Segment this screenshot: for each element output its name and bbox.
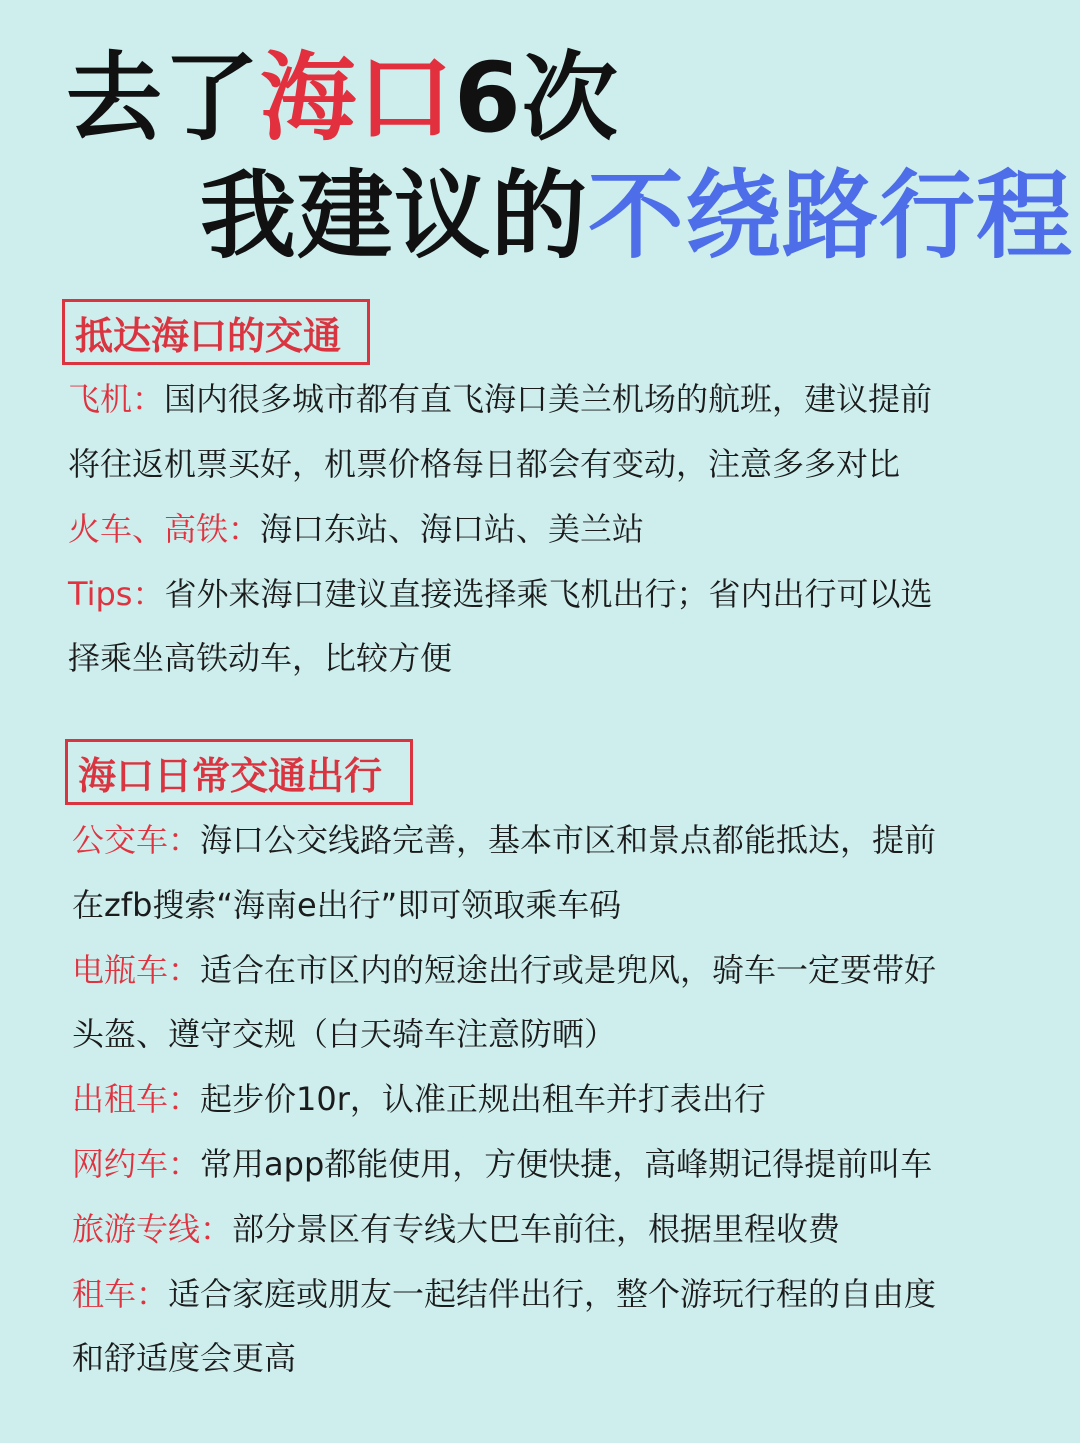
list-item [72, 1145, 933, 1183]
item-text: 适合在市区内的短途出行或是兜风，骑车一定要带好 [200, 951, 937, 989]
item-label: 旅游专线： [72, 1210, 233, 1248]
item-text: 海口东站、海口站、美兰站 [260, 510, 645, 548]
item-label: Tips： [68, 575, 165, 613]
list-item [72, 1210, 841, 1248]
item-label: 飞机： [68, 380, 165, 418]
item-continuation: 头盔、遵守交规（白天骑车注意防晒） [72, 1015, 617, 1053]
item-continuation: 在zfb搜索“海南e出行”即可领取乘车码 [72, 886, 622, 924]
title-highlight: 不绕路行程 [588, 160, 1073, 272]
list-item [68, 575, 933, 613]
page-title-line1 [66, 42, 619, 154]
list-item [72, 951, 937, 989]
item-text: 部分景区有专线大巴车前往，根据里程收费 [232, 1210, 841, 1248]
list-item [72, 1275, 937, 1313]
title-text: 我建议的 [200, 160, 588, 272]
title-text: 去了 [66, 42, 260, 154]
item-continuation: 将往返机票买好，机票价格每日都会有变动，注意多多对比 [68, 445, 901, 483]
item-label: 租车： [72, 1275, 169, 1313]
page-title-line2 [200, 160, 1073, 272]
section-heading-local: 海口日常交通出行 [65, 739, 413, 805]
list-item [72, 1080, 766, 1118]
item-label: 公交车： [72, 821, 201, 859]
item-text: 常用app都能使用，方便快捷，高峰期记得提前叫车 [200, 1145, 933, 1183]
item-text: 海口公交线路完善，基本市区和景点都能抵达，提前 [200, 821, 937, 859]
item-label: 网约车： [72, 1145, 201, 1183]
section-heading-arrival: 抵达海口的交通 [62, 299, 370, 365]
item-text: 国内很多城市都有直飞海口美兰机场的航班，建议提前 [164, 380, 933, 418]
item-continuation: 择乘坐高铁动车，比较方便 [68, 639, 453, 677]
item-label: 出租车： [72, 1080, 201, 1118]
item-text: 省外来海口建议直接选择乘飞机出行；省内出行可以选 [164, 575, 933, 613]
item-label: 电瓶车： [72, 951, 201, 989]
item-text: 适合家庭或朋友一起结伴出行，整个游玩行程的自由度 [168, 1275, 937, 1313]
title-text: 6次 [454, 42, 619, 154]
item-text: 起步价10r，认准正规出租车并打表出行 [200, 1080, 766, 1118]
list-item [68, 380, 933, 418]
list-item [72, 821, 937, 859]
list-item [68, 510, 645, 548]
title-highlight: 海口 [260, 42, 454, 154]
item-continuation: 和舒适度会更高 [72, 1339, 297, 1377]
item-label: 火车、高铁： [68, 510, 261, 548]
